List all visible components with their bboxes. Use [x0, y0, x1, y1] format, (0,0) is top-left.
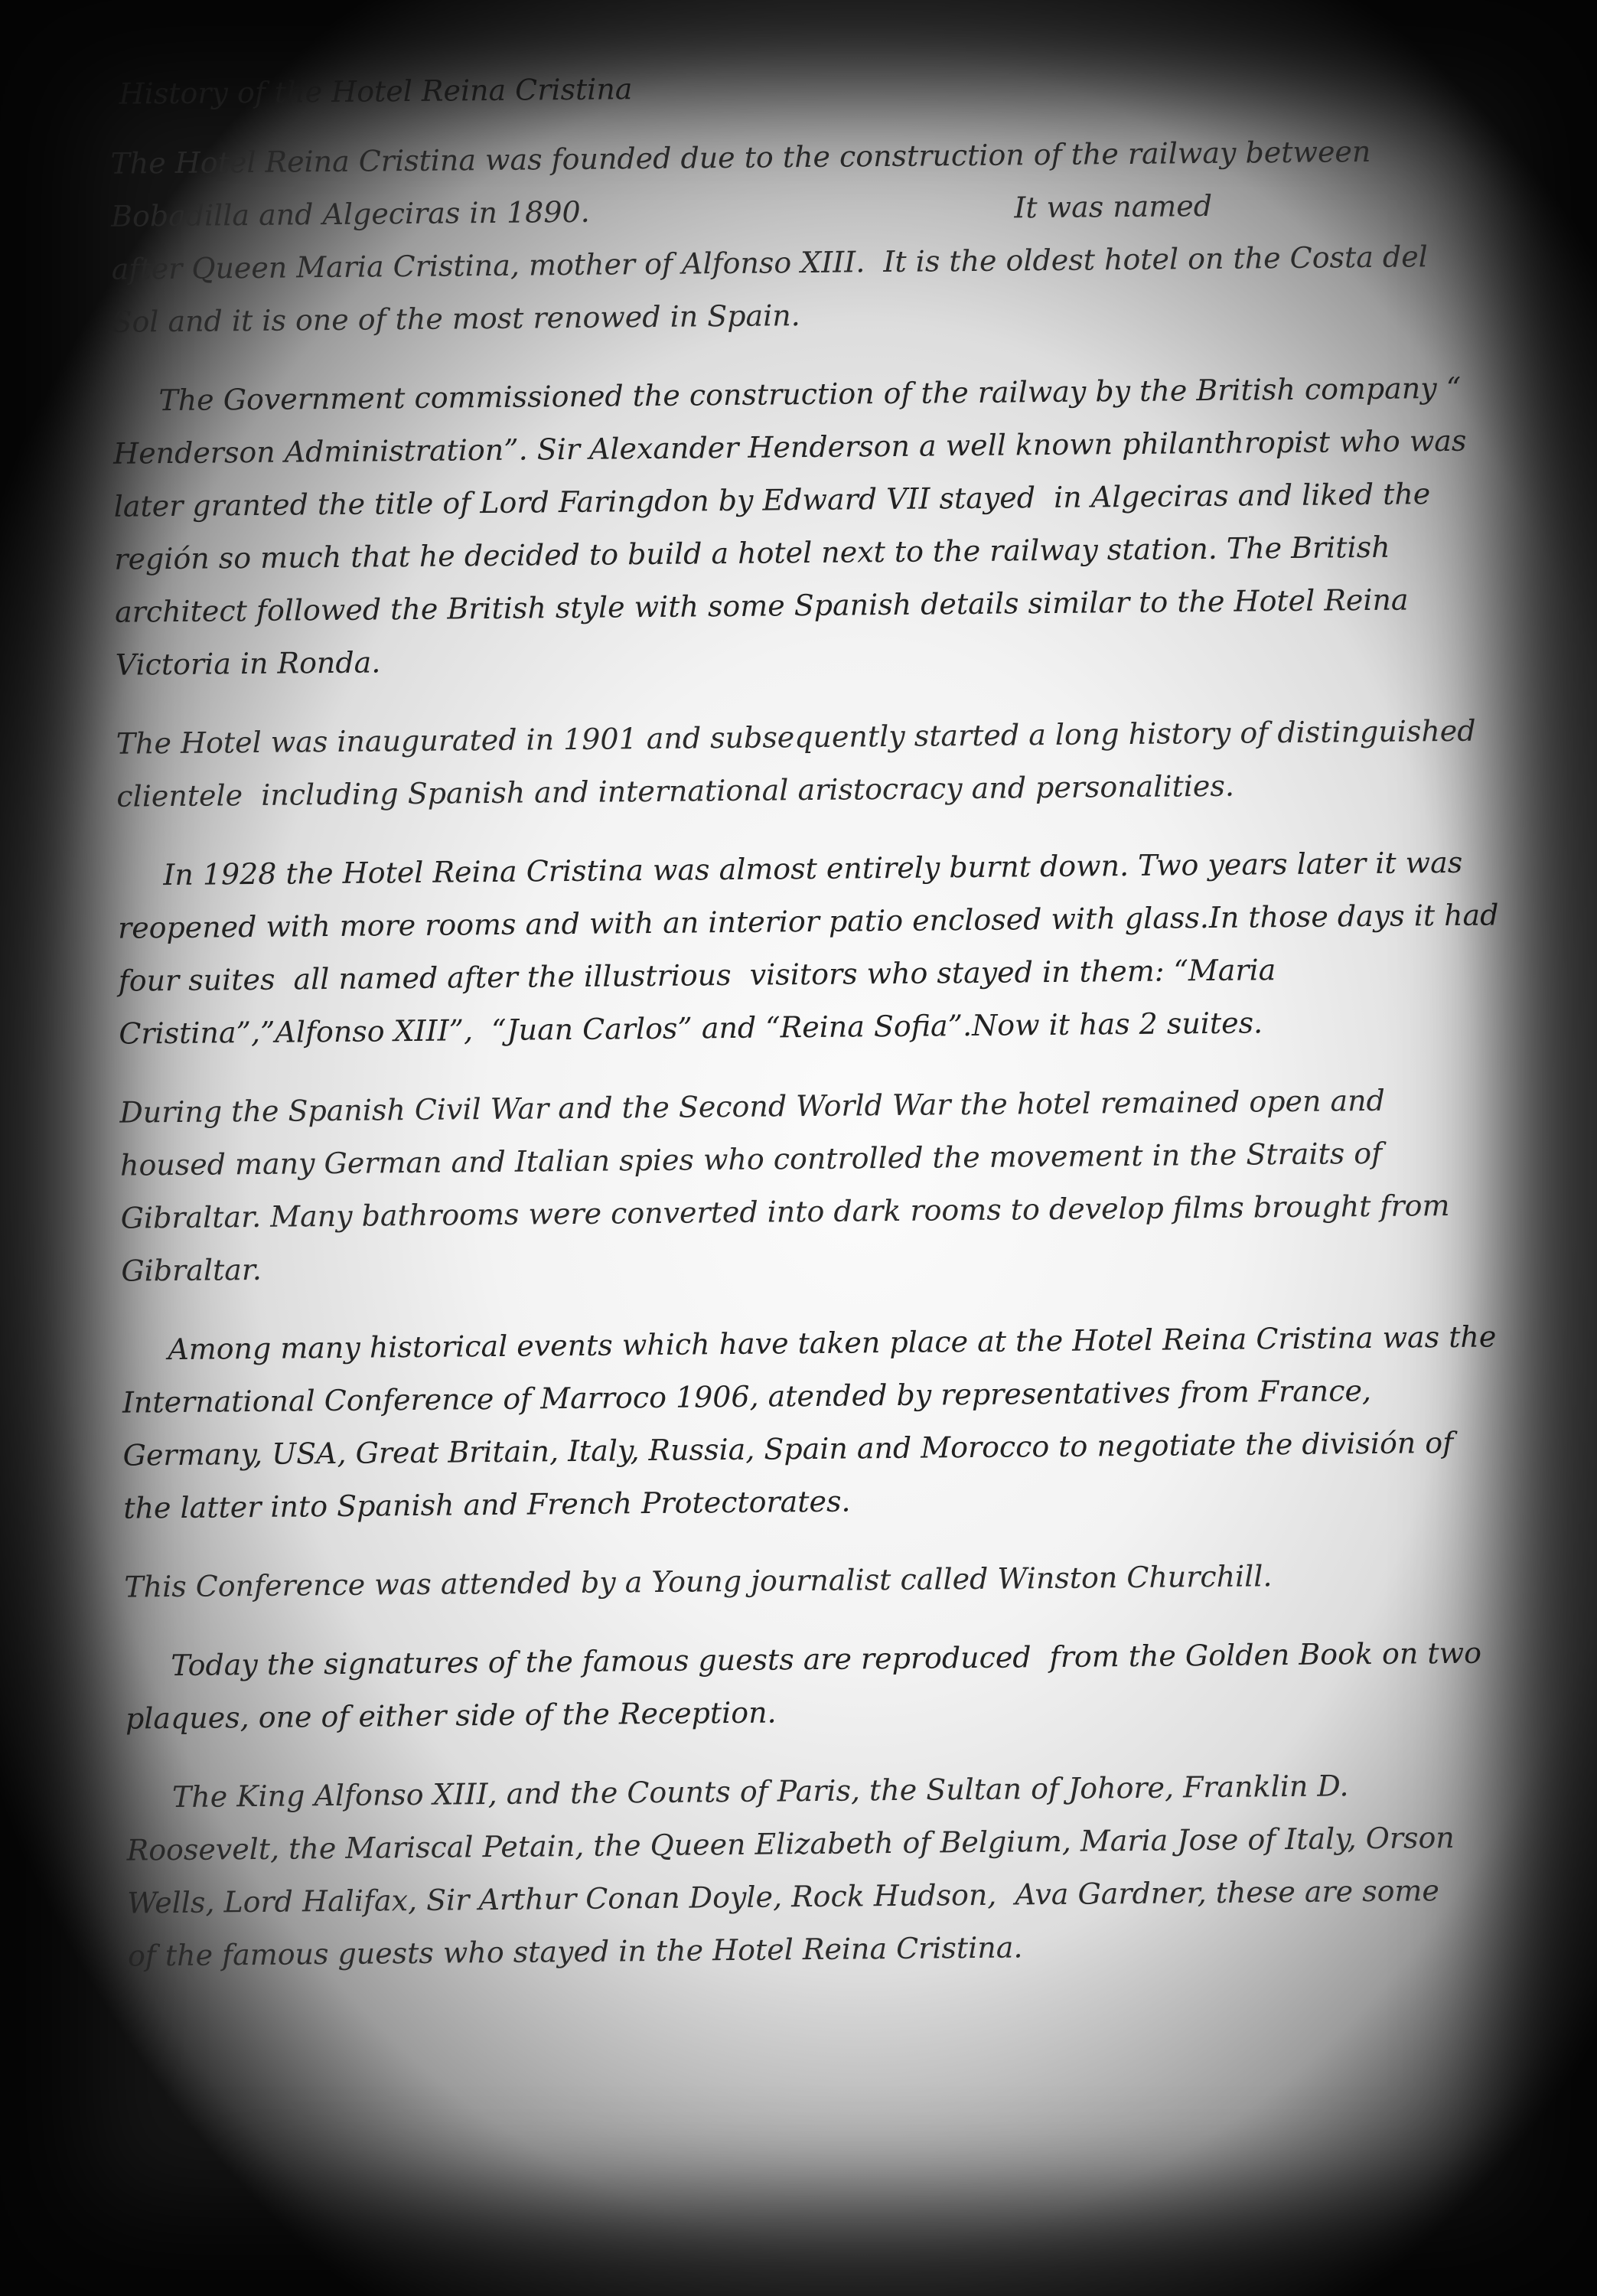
text-line: The Hotel was inaugurated in 1901 and subsequently started a long history of distinguished — [116, 713, 1476, 761]
paragraph — [112, 361, 1527, 692]
text-line: Henderson Administration”. Sir Alexander Henderson a well known philanthropist who was — [112, 423, 1467, 471]
text-line: reopened with more rooms and with an interior patio enclosed with glass.In those days it had — [117, 898, 1499, 945]
text-line: Wells, Lord Halifax, Sir Arthur Conan Doyle, Rock Hudson, Ava Gardner, these are some — [127, 1874, 1440, 1920]
text-line: the latter into Spanish and French Protectorates. — [123, 1484, 851, 1525]
text-line: after Queen Maria Cristina, mother of Alfonso XIII. It is the oldest hotel on the Costa del — [111, 240, 1429, 286]
text-line: región so much that he decided to build a hotel next to the railway station. The British — [114, 530, 1390, 576]
text-line: Gibraltar. Many bathrooms were converted into dark rooms to develop films brought from — [120, 1188, 1450, 1235]
paragraph — [125, 1626, 1537, 1746]
document-body — [83, 124, 1539, 1983]
text-line: This Conference was attended by a Young journalist called Winston Churchill. — [124, 1559, 1273, 1604]
document-title: History of the Hotel Reina Cristina — [119, 72, 633, 111]
text-line: housed many German and Italian spies who controlled the movement in the Straits of — [119, 1136, 1383, 1182]
text-line: plaques, one of either side of the Reception. — [125, 1695, 777, 1736]
paragraph — [126, 1758, 1540, 1983]
text-line: Victoria in Ronda. — [115, 645, 381, 682]
text-line: Among many historical events which have taken place at the Hotel Reina Cristina was the — [168, 1319, 1497, 1367]
text-line: The Government commissioned the construction of the railway by the British company “ — [158, 370, 1462, 418]
paragraph — [110, 124, 1524, 349]
text-line: The Hotel Reina Cristina was founded due to the construction of the railway between — [110, 134, 1371, 181]
paragraph — [119, 1073, 1533, 1298]
paragraph — [117, 836, 1530, 1061]
text-line: The King Alfonso XIII, and the Counts of Paris, the Sultan of Johore, Franklin D. — [171, 1769, 1349, 1815]
text-line: Sol and it is one of the most renowed in Spain. — [112, 298, 800, 339]
text-line: architect followed the British style with some Spanish details similar to the Hotel Reina — [114, 582, 1409, 629]
text-line: In 1928 the Hotel Reina Cristina was almost entirely burnt down. Two years later it was — [163, 845, 1463, 892]
paragraph — [116, 704, 1527, 823]
text-line: Cristina”,”Alfonso XIII”, “Juan Carlos” and “Reina Sofia”.Now it has 2 suites. — [119, 1006, 1263, 1051]
text-line: four suites all named after the illustrious visitors who stayed in them: “Maria — [118, 953, 1276, 998]
text-line: Bobadilla and Algeciras in 1890. It was named — [110, 188, 1213, 233]
paragraph — [122, 1310, 1535, 1535]
text-line: Germany, USA, Great Britain, Italy, Russia, Spain and Morocco to negotiate the división of — [122, 1425, 1454, 1473]
text-line: of the famous guests who stayed in the Hotel Reina Cristina. — [127, 1930, 1023, 1973]
text-line: later granted the title of Lord Faringdon by Edward VII stayed in Algeciras and liked the — [113, 477, 1431, 523]
text-line: During the Spanish Civil War and the Second World War the hotel remained open and — [119, 1083, 1386, 1130]
text-line: International Conference of Marroco 1906, atended by representatives from France, — [122, 1373, 1372, 1420]
text-line: Today the signatures of the famous guests are reproduced from the Golden Book on two — [171, 1636, 1482, 1683]
paragraph — [124, 1548, 1536, 1614]
text-line: clientele including Spanish and international aristocracy and personalities. — [116, 768, 1235, 814]
document-page — [82, 54, 1540, 2104]
text-line: Gibraltar. — [121, 1252, 262, 1288]
text-line: Roosevelt, the Mariscal Petain, the Queen Elizabeth of Belgium, Maria Jose of Italy, Orson — [126, 1820, 1455, 1867]
